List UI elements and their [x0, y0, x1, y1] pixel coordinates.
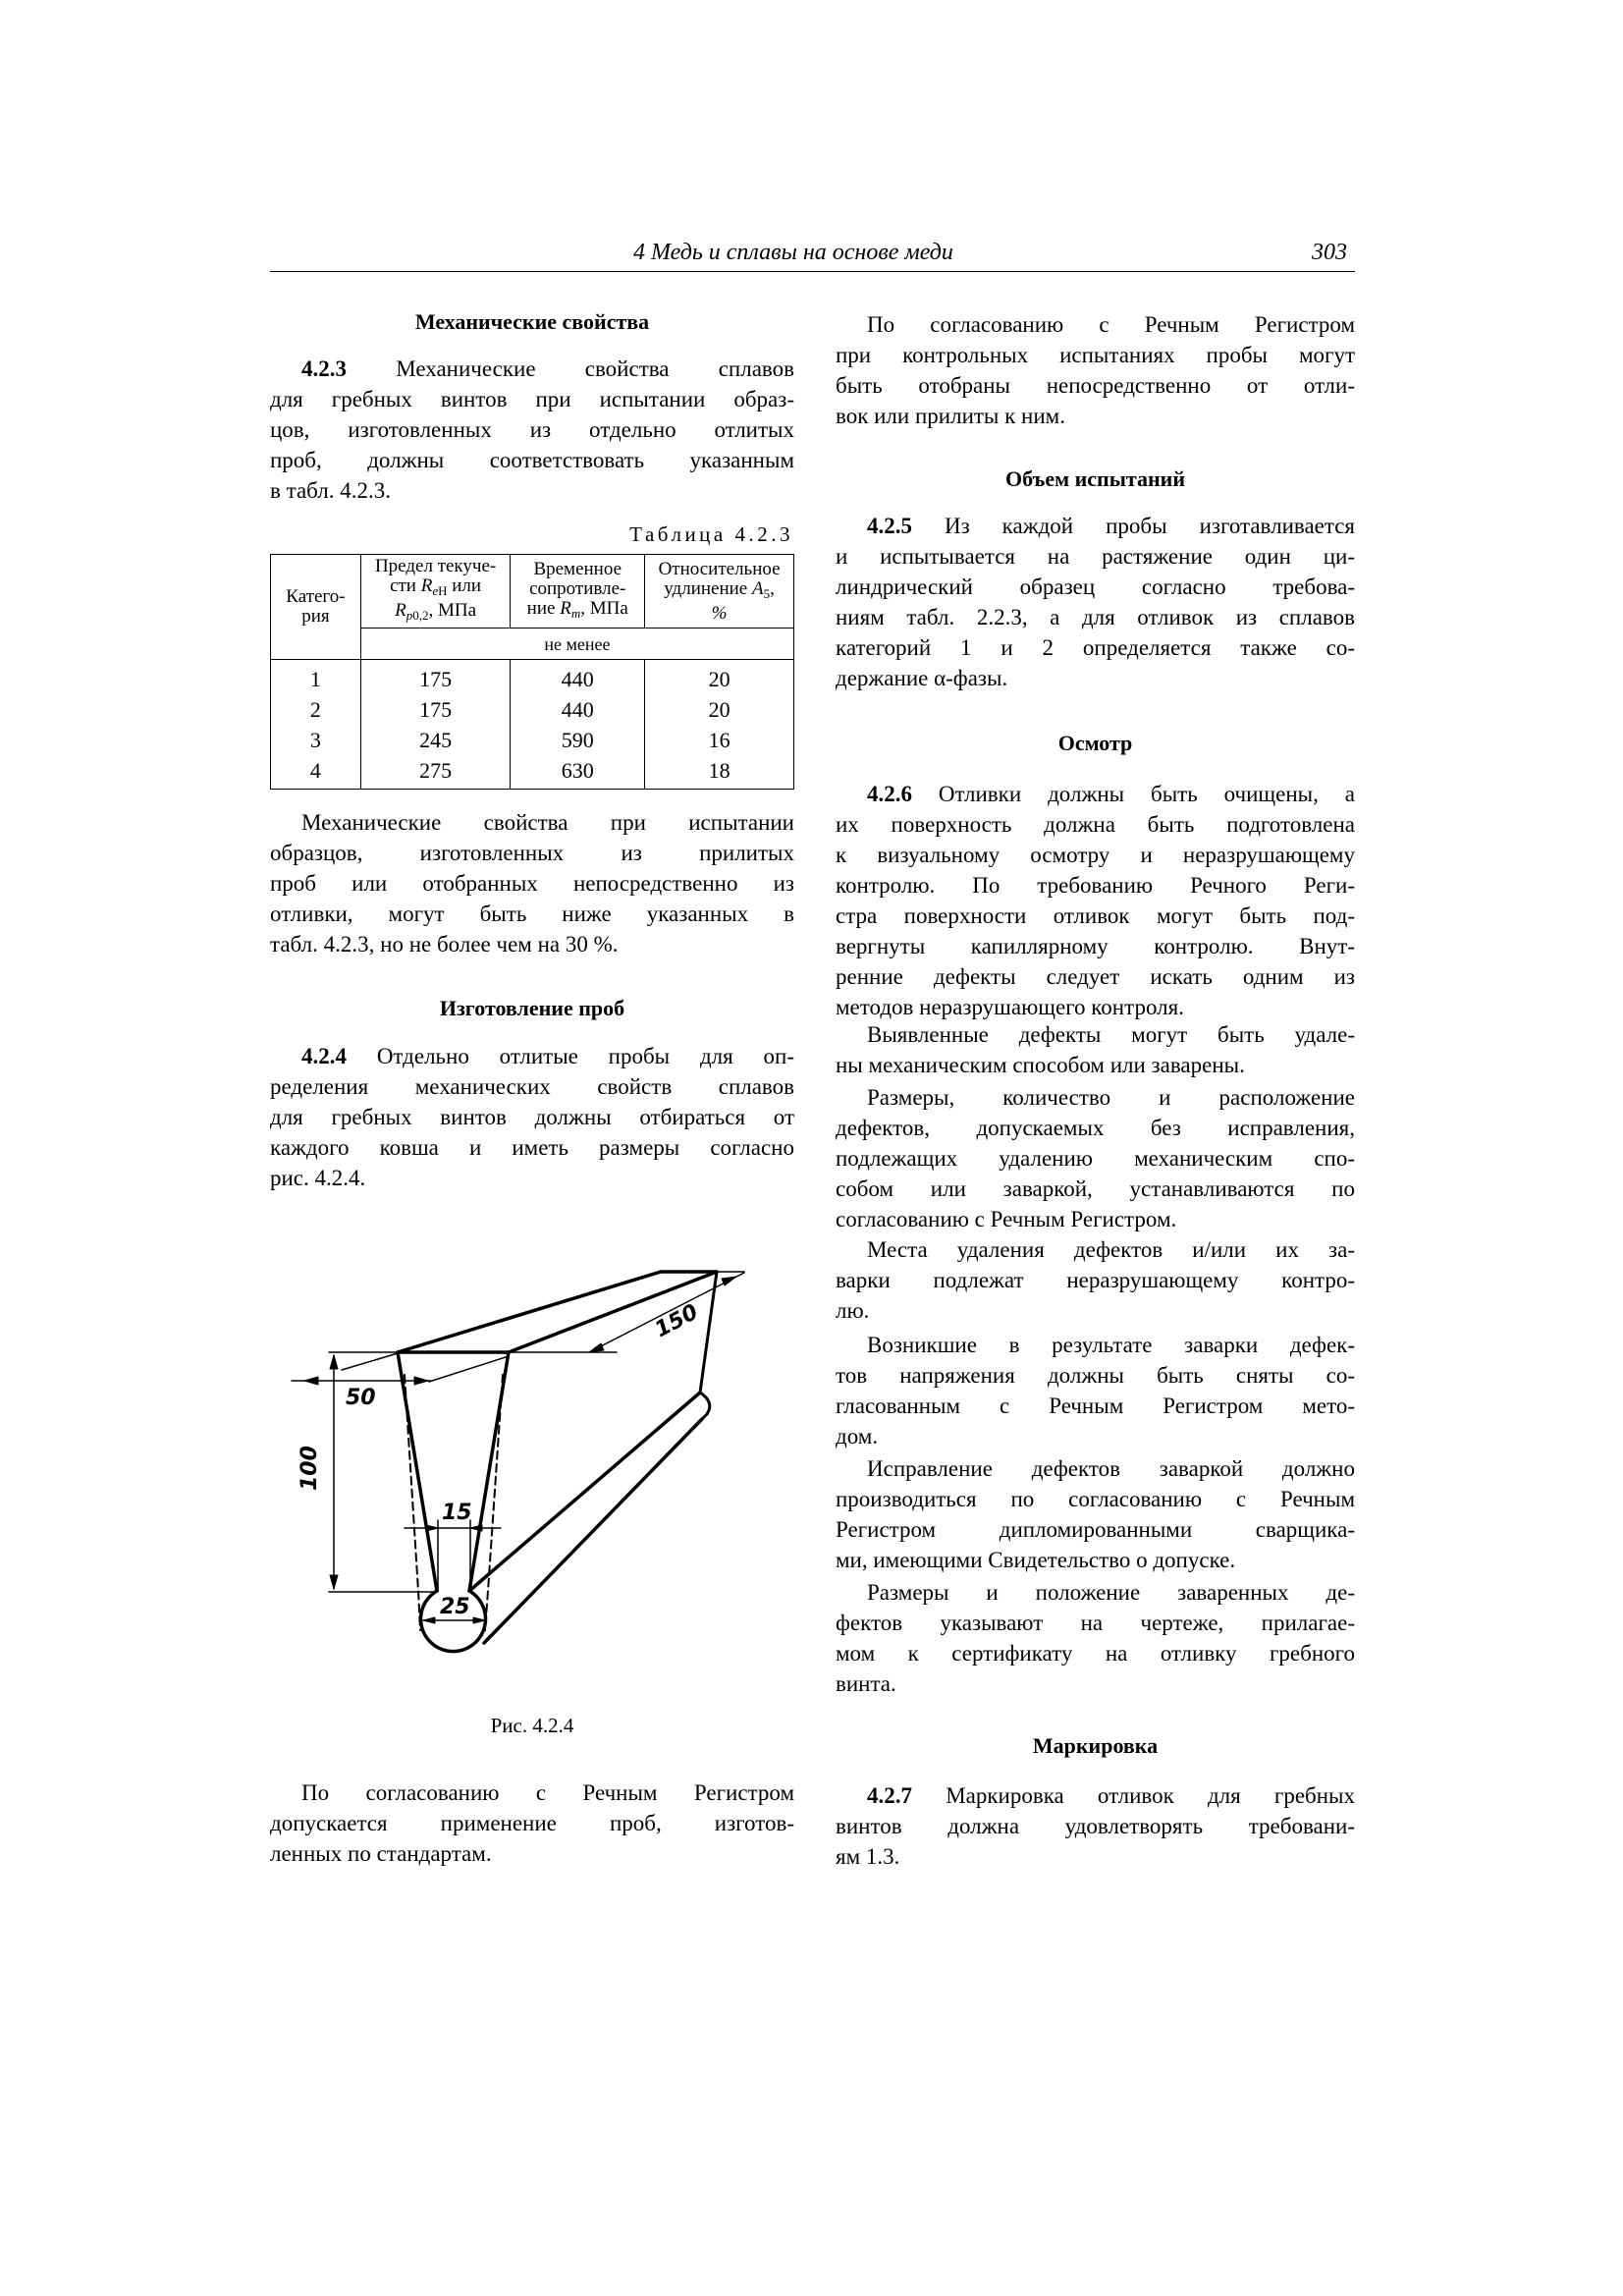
- header-line: рия: [301, 606, 330, 627]
- cell-elongation: 16: [645, 725, 794, 755]
- line-text: Маркировка отливок для гребных: [912, 1783, 1355, 1808]
- line-text: отливки, могут быть ниже указанных в: [270, 902, 794, 926]
- paragraph-4-2-6: [836, 779, 1355, 1022]
- text-line: [836, 1234, 1355, 1265]
- line-text: Возникшие в результате заварки дефек-: [867, 1333, 1355, 1357]
- text-line: [836, 370, 1355, 401]
- line-text: Размеры, количество и расположение: [867, 1085, 1355, 1110]
- paragraph-found-defects: [836, 1019, 1355, 1080]
- cell-tensile: 590: [511, 725, 645, 755]
- paragraph-control-tests: [836, 309, 1355, 431]
- running-title: 4 Медь и сплавы на основе меди: [633, 240, 953, 265]
- header-text: H: [438, 583, 448, 598]
- line-text: мом к сертификату на отливку гребного: [836, 1641, 1355, 1666]
- header-text: или: [447, 575, 482, 596]
- line-text: линдрический образец согласно требова-: [836, 574, 1355, 599]
- section-number: 4.2.6: [867, 782, 912, 806]
- line-text: Места удаления дефектов и/или их за-: [867, 1237, 1355, 1262]
- header-text: R: [420, 575, 433, 596]
- text-line: [836, 992, 1355, 1022]
- text-line: [836, 1113, 1355, 1143]
- line-text: Размеры и положение заваренных де-: [867, 1580, 1355, 1605]
- section-number: 4.2.5: [867, 514, 912, 538]
- cell-category: 4: [271, 755, 361, 790]
- cell-elongation: 20: [645, 694, 794, 725]
- text-line: [836, 572, 1355, 602]
- text-line: [836, 1514, 1355, 1545]
- label-150: 150: [651, 1299, 703, 1343]
- page-number: 303: [1312, 240, 1347, 265]
- text-line: [836, 779, 1355, 809]
- text-line: [836, 809, 1355, 840]
- header-text: m: [570, 605, 581, 621]
- line-text: ны механическим способом или заварены.: [836, 1053, 1245, 1077]
- cell-yield: 175: [360, 694, 511, 725]
- label-100: 100: [298, 1446, 322, 1491]
- paragraph-weld-repair: [836, 1453, 1355, 1575]
- line-text: быть отобраны непосредственно от отли-: [836, 373, 1355, 398]
- section-number: 4.2.3: [301, 356, 347, 381]
- header-text: A: [752, 577, 764, 599]
- line-text: их поверхность должна быть подготовлена: [836, 812, 1355, 837]
- cell-yield: 245: [360, 725, 511, 755]
- line-text: допускается применение проб, изготов-: [270, 1811, 794, 1835]
- line-text: методов неразрушающего контроля.: [836, 995, 1184, 1019]
- header-text: e: [432, 583, 439, 598]
- cell-elongation: 18: [645, 755, 794, 790]
- text-line: [836, 1204, 1355, 1234]
- text-line: [836, 931, 1355, 961]
- line-text: дефектов, допускаемых без исправления,: [836, 1116, 1355, 1140]
- cell-category: 3: [271, 725, 361, 755]
- text-line: [836, 1453, 1355, 1484]
- text-line: [836, 1050, 1355, 1080]
- text-line: [836, 1811, 1355, 1841]
- table-caption: Таблица 4.2.3: [629, 522, 793, 546]
- line-text: Исправление дефектов заваркой должно: [867, 1456, 1355, 1481]
- line-text: производиться по согласованию с Речным: [836, 1487, 1355, 1511]
- header-not-less: не менее: [360, 629, 793, 660]
- paragraph-defect-sizes: [836, 1082, 1355, 1234]
- label-15: 15: [442, 1501, 472, 1525]
- line-text: дом.: [836, 1424, 879, 1449]
- line-text: проб, должны соответствовать указанным: [270, 448, 794, 472]
- paragraph-4-2-7: [836, 1780, 1355, 1872]
- text-line: [836, 1295, 1355, 1326]
- text-line: [836, 1330, 1355, 1360]
- hidden-line-right: [485, 1375, 503, 1630]
- text-line: [836, 961, 1355, 992]
- line-text: По согласованию с Речным Регистром: [301, 1780, 794, 1805]
- text-line: [836, 511, 1355, 541]
- header-text: Временное: [533, 558, 622, 579]
- text-line: [836, 1545, 1355, 1575]
- line-text: контролю. По требованию Речного Реги-: [836, 873, 1355, 898]
- line-text: Из каждой пробы изготавливается: [912, 514, 1355, 538]
- header-text: Относительное: [658, 558, 781, 579]
- line-text: Регистром дипломированными сварщика-: [836, 1517, 1355, 1542]
- heading-test-scope: Объем испытаний: [1004, 466, 1186, 491]
- header-text: %: [711, 602, 728, 624]
- line-text: По согласованию с Речным Регистром: [867, 312, 1355, 337]
- line-text: лю.: [836, 1298, 870, 1323]
- label-25: 25: [440, 1595, 470, 1619]
- line-text: собом или заваркой, устанавливаются по: [836, 1176, 1355, 1201]
- line-text: при контрольных испытаниях пробы могут: [836, 343, 1355, 367]
- cell-tensile: 630: [511, 755, 645, 790]
- line-text: держание α-фазы.: [836, 666, 1008, 690]
- line-text: вергнуты капиллярному контролю. Внут-: [836, 934, 1355, 958]
- heading-marking: Маркировка: [1032, 1733, 1159, 1758]
- line-text: ределения механических свойств сплавов: [270, 1074, 794, 1099]
- line-text: Отдельно отлитые пробы для оп-: [347, 1044, 794, 1068]
- header-text: сопротивле-: [529, 577, 626, 599]
- line-text: проб или отобранных непосредственно из: [270, 871, 794, 896]
- header-text: ние: [526, 597, 561, 619]
- line-text: Отливки должны быть очищены, а: [912, 782, 1355, 806]
- line-text: гласованным с Речным Регистром мето-: [836, 1394, 1355, 1418]
- text-line: [836, 1608, 1355, 1638]
- text-line: [836, 541, 1355, 572]
- header-text: , МПа: [580, 597, 628, 619]
- line-text: категорий 1 и 2 определяется также со-: [836, 635, 1355, 660]
- header-text: 0,2: [412, 608, 429, 623]
- text-line: [836, 1484, 1355, 1514]
- line-text: винта.: [836, 1671, 896, 1696]
- text-line: [836, 1668, 1355, 1699]
- line-text: фектов указывают на чертеже, прилагае-: [836, 1611, 1355, 1635]
- text-line: [836, 1019, 1355, 1050]
- line-text: в табл. 4.2.3.: [270, 478, 392, 503]
- section-number: 4.2.7: [867, 1783, 912, 1808]
- rod-end-cap: [700, 1393, 710, 1419]
- cell-category: 2: [271, 694, 361, 725]
- cell-tensile: 440: [511, 694, 645, 725]
- text-line: [836, 309, 1355, 340]
- header-text: R: [560, 597, 571, 619]
- line-text: ниям табл. 2.2.3, а для отливок из сплавов: [836, 605, 1355, 629]
- cell-yield: 175: [360, 660, 511, 695]
- paragraph-stress-relief: [836, 1330, 1355, 1451]
- line-text: Механические свойства при испытании: [301, 810, 794, 835]
- header-line: Катего-: [286, 586, 346, 607]
- text-line: [836, 632, 1355, 663]
- rod-bottom-edge: [484, 1419, 702, 1643]
- text-line: [270, 1838, 794, 1869]
- text-line: [836, 1421, 1355, 1451]
- figure-caption: Рис. 4.2.4: [490, 1714, 574, 1737]
- line-text: цов, изготовленных из отдельно отлитых: [270, 417, 794, 442]
- line-text: Механические свойства сплавов: [347, 356, 794, 381]
- front-left-edge: [398, 1352, 437, 1591]
- text-line: [836, 901, 1355, 931]
- text-line: [836, 1265, 1355, 1295]
- paragraph-standards: [270, 1777, 794, 1869]
- text-line: [836, 1391, 1355, 1421]
- line-text: ренние дефекты следует искать одним из: [836, 964, 1355, 989]
- text-line: [836, 1082, 1355, 1113]
- text-line: [836, 1638, 1355, 1668]
- text-line: [836, 340, 1355, 370]
- line-text: ленных по стандартам.: [270, 1841, 492, 1866]
- text-line: [270, 1777, 794, 1808]
- text-line: [836, 1577, 1355, 1608]
- line-text: рис. 4.2.4.: [270, 1166, 366, 1190]
- line-text: вок или прилиты к ним.: [836, 404, 1065, 428]
- section-number: 4.2.4: [301, 1044, 347, 1068]
- heading-mechanical-properties: Механические свойства: [414, 309, 650, 334]
- cell-tensile: 440: [511, 660, 645, 695]
- header-text: удлинение: [664, 577, 752, 599]
- label-50: 50: [346, 1386, 376, 1410]
- line-text: стра поверхности отливок могут быть под-: [836, 903, 1355, 928]
- text-line: [836, 1841, 1355, 1872]
- line-text: и испытывается на растяжение один ци-: [836, 544, 1355, 569]
- header-text: ,: [770, 577, 775, 599]
- dimension-15-lines: [405, 1520, 501, 1591]
- paragraph-removal-places: [836, 1234, 1355, 1326]
- header-text: , МПа: [428, 600, 477, 621]
- paragraph-weld-positions: [836, 1577, 1355, 1699]
- text-line: [836, 1780, 1355, 1811]
- line-text: тов напряжения должны быть сняты со-: [836, 1363, 1355, 1388]
- header-text: p: [406, 608, 413, 623]
- line-text: согласованию с Речным Регистром.: [836, 1207, 1177, 1231]
- line-text: каждого ковша и иметь размеры согласно: [270, 1135, 794, 1160]
- text-line: [836, 1143, 1355, 1174]
- cell-category: 1: [271, 660, 361, 695]
- line-text: образцов, изготовленных из прилитых: [270, 841, 794, 865]
- line-text: табл. 4.2.3, но не более чем на 30 %.: [270, 932, 619, 957]
- line-text: варки подлежат неразрушающему контро-: [836, 1268, 1355, 1292]
- line-text: для гребных винтов должны отбираться от: [270, 1105, 794, 1129]
- heading-inspection: Осмотр: [1057, 731, 1133, 755]
- text-line: [836, 1174, 1355, 1204]
- cell-elongation: 20: [645, 660, 794, 695]
- paragraph-4-2-5: [836, 511, 1355, 693]
- line-text: Выявленные дефекты могут быть удале-: [867, 1022, 1355, 1047]
- header-text: сти: [390, 575, 421, 596]
- text-line: [836, 1360, 1355, 1391]
- header-text: Предел текуче-: [374, 556, 497, 576]
- line-text: ми, имеющими Свидетельство о допуске.: [836, 1548, 1236, 1572]
- rod-top-edge: [469, 1393, 700, 1591]
- text-line: [270, 1808, 794, 1838]
- header-text: R: [395, 600, 406, 621]
- text-line: [836, 840, 1355, 870]
- text-line: [836, 870, 1355, 901]
- line-text: ям 1.3.: [836, 1844, 900, 1869]
- heading-sample-making: Изготовление проб: [439, 996, 625, 1020]
- line-text: винтов должна удовлетворять требовани-: [836, 1814, 1355, 1838]
- line-text: к визуальному осмотру и неразрушающему: [836, 843, 1355, 867]
- line-text: для гребных винтов при испытании образ-: [270, 387, 794, 411]
- line-text: подлежащих удалению механическим спо-: [836, 1146, 1355, 1171]
- back-right-edge: [700, 1272, 717, 1393]
- cell-yield: 275: [360, 755, 511, 790]
- text-line: [836, 602, 1355, 632]
- text-line: [836, 663, 1355, 693]
- header-text: 5: [763, 585, 771, 601]
- text-line: [836, 401, 1355, 431]
